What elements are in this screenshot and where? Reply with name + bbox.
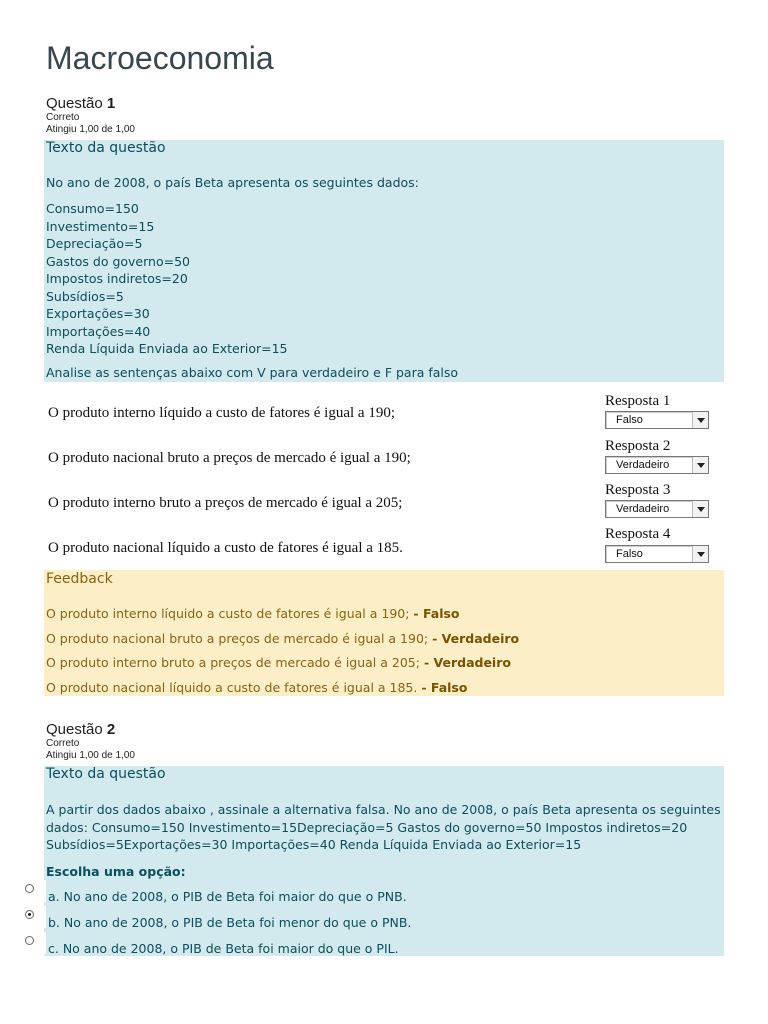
feedback-line: O produto nacional bruto a preços de mercado é igual a 190; - Verdadeiro <box>46 631 520 646</box>
feedback-line: O produto interno líquido a custo de fatores é igual a 190; - Falso <box>46 606 460 621</box>
question-2-label: Questão 2 <box>46 721 116 738</box>
data-item: Renda Líquida Enviada ao Exterior=15 <box>46 341 288 356</box>
data-item: Exportações=30 <box>46 306 150 321</box>
question-1-instruction: Analise as sentenças abaixo com V para verdadeiro e F para falso <box>46 365 459 380</box>
radio-checked-icon[interactable] <box>25 910 34 919</box>
choose-option-label: Escolha uma opção: <box>46 864 186 879</box>
response-4-select[interactable] <box>605 545 709 563</box>
question-2-status: Correto <box>46 738 80 749</box>
response-3-value: Verdadeiro <box>616 503 670 515</box>
feedback-line: O produto nacional líquido a custo de fatores é igual a 185. - Falso <box>46 680 468 695</box>
response-4-label: Resposta 4 <box>605 526 671 542</box>
data-item: Gastos do governo=50 <box>46 253 190 269</box>
data-item: Consumo=150 <box>46 201 139 216</box>
chevron-down-icon[interactable] <box>692 457 708 473</box>
data-item: Importações=40 <box>46 323 151 339</box>
statement-1: O produto interno líquido a custo de fatores é igual a 190; <box>48 405 395 421</box>
response-1-label: Resposta 1 <box>605 393 671 409</box>
question-2-header <box>46 721 135 762</box>
option-c-radio-cell[interactable] <box>20 932 46 954</box>
radio-unchecked-icon[interactable] <box>25 884 34 893</box>
question-1-data-list <box>46 200 288 358</box>
question-1-label: Questão 1 <box>46 95 116 112</box>
statement-4: O produto nacional líquido a custo de fatores é igual a 185. <box>48 540 403 556</box>
feedback-title: Feedback <box>46 571 113 587</box>
option-a-label[interactable]: a. No ano de 2008, o PIB de Beta foi maior do que o PNB. <box>48 889 407 904</box>
question-1-header <box>46 95 135 136</box>
question-2-body-line: A partir dos dados abaixo , assinale a alternativa falsa. No ano de 2008, o país Beta apresenta os seguintes <box>46 802 721 817</box>
question-1-intro: No ano de 2008, o país Beta apresenta os seguintes dados: <box>46 175 419 190</box>
option-b-label[interactable]: b. No ano de 2008, o PIB de Beta foi menor do que o PNB. <box>48 915 412 930</box>
option-b-radio-cell[interactable] <box>20 906 46 928</box>
response-3-select[interactable] <box>605 500 709 518</box>
response-2-label: Resposta 2 <box>605 438 671 454</box>
response-1-value: Falso <box>616 414 643 426</box>
data-item: Depreciação=5 <box>46 236 143 251</box>
response-2-value: Verdadeiro <box>616 459 670 471</box>
question-1-score: Atingiu 1,00 de 1,00 <box>46 124 135 135</box>
response-2-select[interactable] <box>605 456 709 474</box>
statement-2: O produto nacional bruto a preços de mercado é igual a 190; <box>48 450 411 466</box>
question-2-text-title: Texto da questão <box>46 766 166 782</box>
question-1-text-title: Texto da questão <box>46 140 166 156</box>
question-2-body <box>46 801 721 854</box>
data-item: Subsídios=5 <box>46 288 124 304</box>
question-1-status: Correto <box>46 112 80 123</box>
page-title: Macroeconomia <box>46 40 274 76</box>
feedback-box <box>44 570 724 696</box>
radio-unchecked-icon[interactable] <box>25 936 34 945</box>
data-item: Investimento=15 <box>46 218 155 234</box>
option-a-radio-cell[interactable] <box>20 880 46 902</box>
response-1-select[interactable] <box>605 411 709 429</box>
chevron-down-icon[interactable] <box>692 412 708 428</box>
statement-3: O produto interno bruto a preços de mercado é igual a 205; <box>48 495 403 511</box>
feedback-line: O produto interno bruto a preços de mercado é igual a 205; - Verdadeiro <box>46 655 511 670</box>
question-2-body-line: Subsídios=5Exportações=30 Importações=40 Renda Líquida Enviada ao Exterior=15 <box>46 837 582 852</box>
response-4-value: Falso <box>616 548 643 560</box>
question-2-score: Atingiu 1,00 de 1,00 <box>46 750 135 761</box>
chevron-down-icon[interactable] <box>692 501 708 517</box>
response-3-label: Resposta 3 <box>605 482 671 498</box>
option-c-label[interactable]: c. No ano de 2008, o PIB de Beta foi maior do que o PIL. <box>48 941 399 956</box>
question-1-text-box <box>44 140 724 382</box>
data-item: Impostos indiretos=20 <box>46 271 188 286</box>
question-2-body-line: dados: Consumo=150 Investimento=15Depreciação=5 Gastos do governo=50 Impostos indiretos=20 <box>46 819 688 835</box>
chevron-down-icon[interactable] <box>692 546 708 562</box>
